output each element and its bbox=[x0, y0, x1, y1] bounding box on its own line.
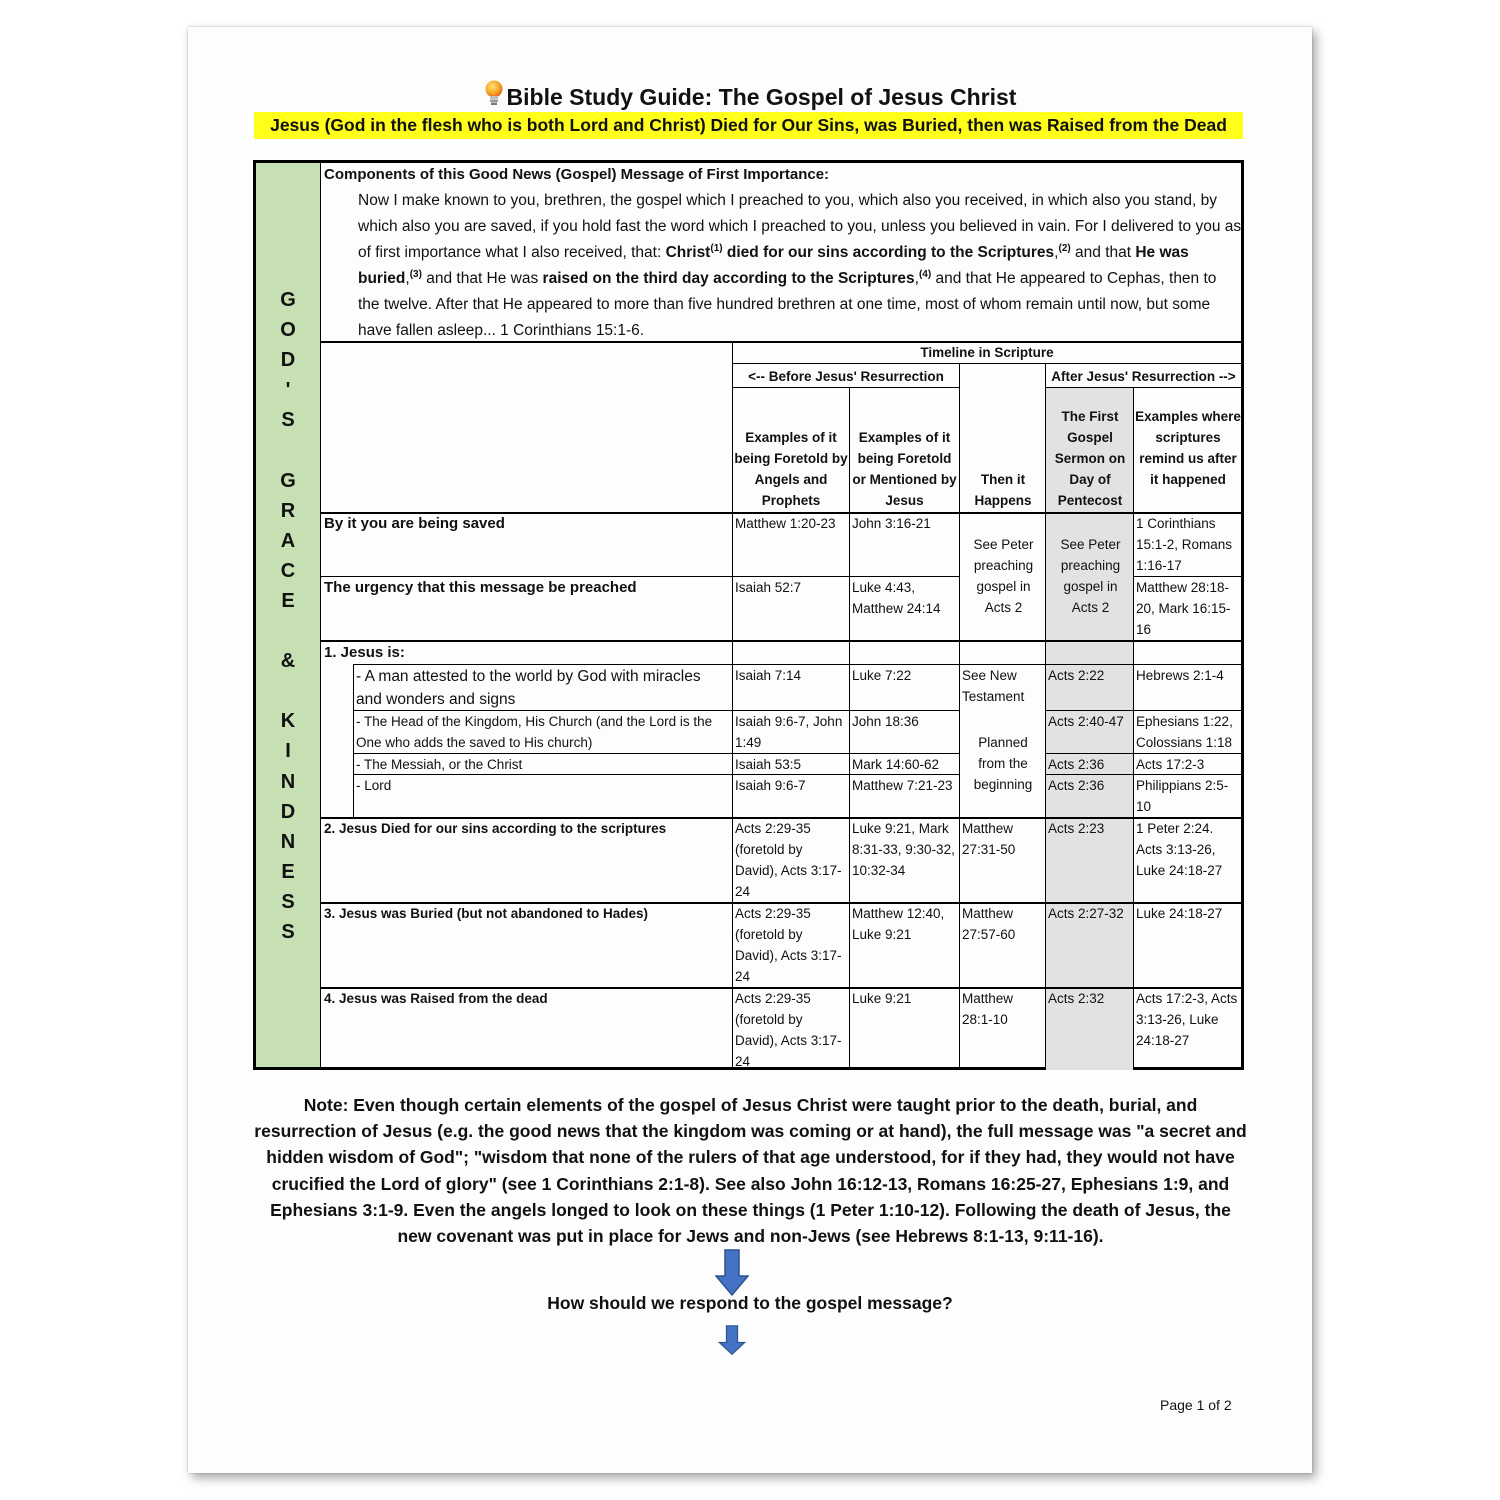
quote-text: and that He was bbox=[421, 270, 543, 287]
cell-man-after: Hebrews 2:1-4 bbox=[1136, 668, 1224, 683]
quote-bold-buried: He was buried bbox=[358, 244, 1189, 287]
col-header-after: Examples where scriptures remind us after it happened bbox=[1135, 409, 1241, 487]
cell-planned: Planned from the beginning bbox=[973, 735, 1033, 792]
cell-merged-then-happens: See Peter preaching gospel in Acts 2 bbox=[973, 537, 1034, 615]
cell-head-pentecost: Acts 2:40-47 bbox=[1048, 714, 1124, 729]
col-header-then-happens: Then it Happens bbox=[974, 472, 1032, 508]
cell-raised-prophets: Acts 2:29-35 (foretold by David), Acts 3:17-24 bbox=[735, 991, 842, 1069]
cell-raised-then: Matthew 28:1-10 bbox=[962, 991, 1014, 1027]
table-rule bbox=[353, 664, 354, 818]
cell-man-jesus: Luke 7:22 bbox=[852, 668, 912, 683]
cell-messiah-after: Acts 17:2-3 bbox=[1136, 757, 1205, 772]
arrow-down-icon bbox=[715, 1325, 749, 1363]
table-rule bbox=[1045, 387, 1241, 388]
cell-man-prophets: Isaiah 7:14 bbox=[735, 668, 802, 683]
highlighted-subtitle: Jesus (God in the flesh who is both Lord and Christ) Died for Our Sins, was Buried, then was Raised from the Dead bbox=[254, 112, 1243, 139]
cell-buried-after: Luke 24:18-27 bbox=[1136, 906, 1223, 921]
before-resurrection-header: <-- Before Jesus' Resurrection bbox=[748, 369, 944, 384]
quote-bold-raised: raised on the third day according to the Scriptures bbox=[542, 270, 915, 287]
note-paragraph: Note: Even though certain elements of the gospel of Jesus Christ were taught prior to the death, burial, and resurrection of Jesus (e.g. the good news that the kingdom was coming or at hand), the full message was "a secret and hidden wisdom of God"; "wisdom that none of the rulers of that age understood, for if they had, they would not have crucified the Lord of glory" (see 1 Corinthians 2:1-8). See also John 16:12-13, Romans 16:25-27, Ephesians 1:9, and Ephesians 3:1-9. Even the angels longed to look on these things (1 Peter 1:10-12). Following the death of Jesus, the new covenant was put in place for Jews and non-Jews (see Hebrews 8:1-13, 9:11-16). bbox=[254, 1095, 1247, 1247]
cell-buried-pentecost: Acts 2:27-32 bbox=[1048, 906, 1124, 921]
quote-bold-christ: Christ bbox=[665, 244, 711, 261]
scripture-quote bbox=[358, 188, 1242, 344]
cell-urgency-jesus: Luke 4:43, Matthew 24:14 bbox=[852, 580, 941, 616]
cell-died-prophets: Acts 2:29-35 (foretold by David), Acts 3:17-24 bbox=[735, 821, 842, 899]
timeline-header: Timeline in Scripture bbox=[920, 345, 1054, 360]
col-header-jesus: Examples of it being Foretold or Mentioned by Jesus bbox=[852, 430, 957, 508]
footnote-3: (3) bbox=[409, 268, 422, 280]
page-title bbox=[188, 80, 1312, 111]
page-number: Page 1 of 2 bbox=[1160, 1397, 1232, 1413]
quote-text: , bbox=[405, 270, 410, 287]
cell-saved-jesus: John 3:16-21 bbox=[852, 516, 931, 531]
cell-lord-jesus: Matthew 7:21-23 bbox=[852, 778, 953, 793]
cell-merged-pentecost: See Peter preaching gospel in Acts 2 bbox=[1060, 537, 1121, 615]
cell-messiah-prophets: Isaiah 53:5 bbox=[735, 757, 802, 772]
row-label-man: - A man attested to the world by God with miracles and wonders and signs bbox=[356, 668, 701, 708]
cell-urgency-after: Matthew 28:18-20, Mark 16:15-16 bbox=[1136, 580, 1231, 637]
quote-bold-died: died for our sins according to the Scriptures bbox=[722, 244, 1055, 261]
cell-head-prophets: Isaiah 9:6-7, John 1:49 bbox=[735, 714, 843, 750]
row-label-head: - The Head of the Kingdom, His Church (and the Lord is the One who adds the saved to His church) bbox=[356, 714, 713, 750]
cell-head-jesus: John 18:36 bbox=[852, 714, 919, 729]
table-rule bbox=[1045, 363, 1046, 1070]
cell-man-then: See New Testament bbox=[962, 668, 1025, 704]
row-label-raised: 4. Jesus was Raised from the dead bbox=[324, 991, 548, 1006]
row-label-buried: 3. Jesus was Buried (but not abandoned to Hades) bbox=[324, 906, 649, 921]
arrow-down-icon bbox=[715, 1249, 749, 1297]
cell-buried-prophets: Acts 2:29-35 (foretold by David), Acts 3:17-24 bbox=[735, 906, 842, 984]
sidebar-band bbox=[253, 160, 321, 1070]
table-rule bbox=[732, 387, 959, 388]
cell-lord-prophets: Isaiah 9:6-7 bbox=[735, 778, 806, 793]
after-resurrection-header: After Jesus' Resurrection --> bbox=[1051, 369, 1236, 384]
cell-raised-jesus: Luke 9:21 bbox=[852, 991, 912, 1006]
row-label-lord: - Lord bbox=[356, 778, 392, 793]
row-label-urgency: The urgency that this message be preached bbox=[324, 579, 637, 596]
cell-died-then: Matthew 27:31-50 bbox=[962, 821, 1016, 857]
cell-head-after: Ephesians 1:22, Colossians 1:18 bbox=[1136, 714, 1233, 750]
quote-text: Now I make known to you, brethren, the gospel which I preached to you, which also you received, in which also you stand, by which also you are saved, if you hold fast the word which I preached to you, unless you believed in vain. For I delivered to you as of first importance what I also received, that: bbox=[358, 192, 1242, 261]
components-heading: Components of this Good News (Gospel) Message of First Importance: bbox=[324, 166, 830, 183]
gospel-table bbox=[321, 160, 1244, 1070]
lightbulb-icon bbox=[484, 80, 504, 108]
col-header-prophets: Examples of it being Foretold by Angels and Prophets bbox=[734, 430, 848, 508]
quote-text: and that He appeared to Cephas, then to the twelve. After that He appeared to more than five hundred brethren at one time, most of whom remain until now, but some have fallen asleep... 1 Corinthians 15:1-6. bbox=[358, 270, 1217, 339]
table-rule bbox=[959, 363, 960, 1070]
footnote-4: (4) bbox=[918, 268, 932, 280]
footnote-2: (2) bbox=[1058, 242, 1071, 254]
row-label-jesus-is: 1. Jesus is: bbox=[324, 644, 405, 661]
respond-question: How should we respond to the gospel message? bbox=[547, 1293, 953, 1313]
cell-died-pentecost: Acts 2:23 bbox=[1048, 821, 1105, 836]
cell-buried-then: Matthew 27:57-60 bbox=[962, 906, 1016, 942]
table-rule bbox=[732, 363, 1241, 364]
cell-lord-pentecost: Acts 2:36 bbox=[1048, 778, 1105, 793]
quote-text: , bbox=[1054, 244, 1059, 261]
quote-text: , bbox=[914, 270, 919, 287]
cell-man-pentecost: Acts 2:22 bbox=[1048, 668, 1105, 683]
row-label-died: 2. Jesus Died for our sins according to the scriptures bbox=[324, 821, 667, 836]
cell-lord-after: Philippians 2:5-10 bbox=[1136, 778, 1229, 814]
cell-messiah-pentecost: Acts 2:36 bbox=[1048, 757, 1105, 772]
cell-buried-jesus: Matthew 12:40, Luke 9:21 bbox=[852, 906, 945, 942]
document-page bbox=[188, 27, 1312, 1473]
cell-raised-after: Acts 17:2-3, Acts 3:13-26, Luke 24:18-27 bbox=[1136, 991, 1238, 1048]
cell-urgency-prophets: Isaiah 52:7 bbox=[735, 580, 802, 595]
footnote-1: (1) bbox=[710, 242, 723, 254]
cell-raised-pentecost: Acts 2:32 bbox=[1048, 991, 1105, 1006]
title-text: Bible Study Guide: The Gospel of Jesus Christ bbox=[506, 84, 1017, 110]
row-label-messiah: - The Messiah, or the Christ bbox=[356, 757, 523, 772]
quote-text: and that bbox=[1070, 244, 1136, 261]
cell-messiah-jesus: Mark 14:60-62 bbox=[852, 757, 940, 772]
cell-saved-after: 1 Corinthians 15:1-2, Romans 1:16-17 bbox=[1136, 516, 1233, 573]
cell-saved-prophets: Matthew 1:20-23 bbox=[735, 516, 836, 531]
sidebar-text: G O D ' S G R A C E & K I N D N E S S bbox=[280, 289, 296, 943]
cell-died-after: 1 Peter 2:24. Acts 3:13-26, Luke 24:18-27 bbox=[1136, 821, 1223, 878]
col-header-pentecost: The First Gospel Sermon on Day of Pentecost bbox=[1054, 409, 1126, 508]
row-label-saved: By it you are being saved bbox=[324, 515, 505, 532]
cell-died-jesus: Luke 9:21, Mark 8:31-33, 9:30-32, 10:32-34 bbox=[852, 821, 955, 878]
